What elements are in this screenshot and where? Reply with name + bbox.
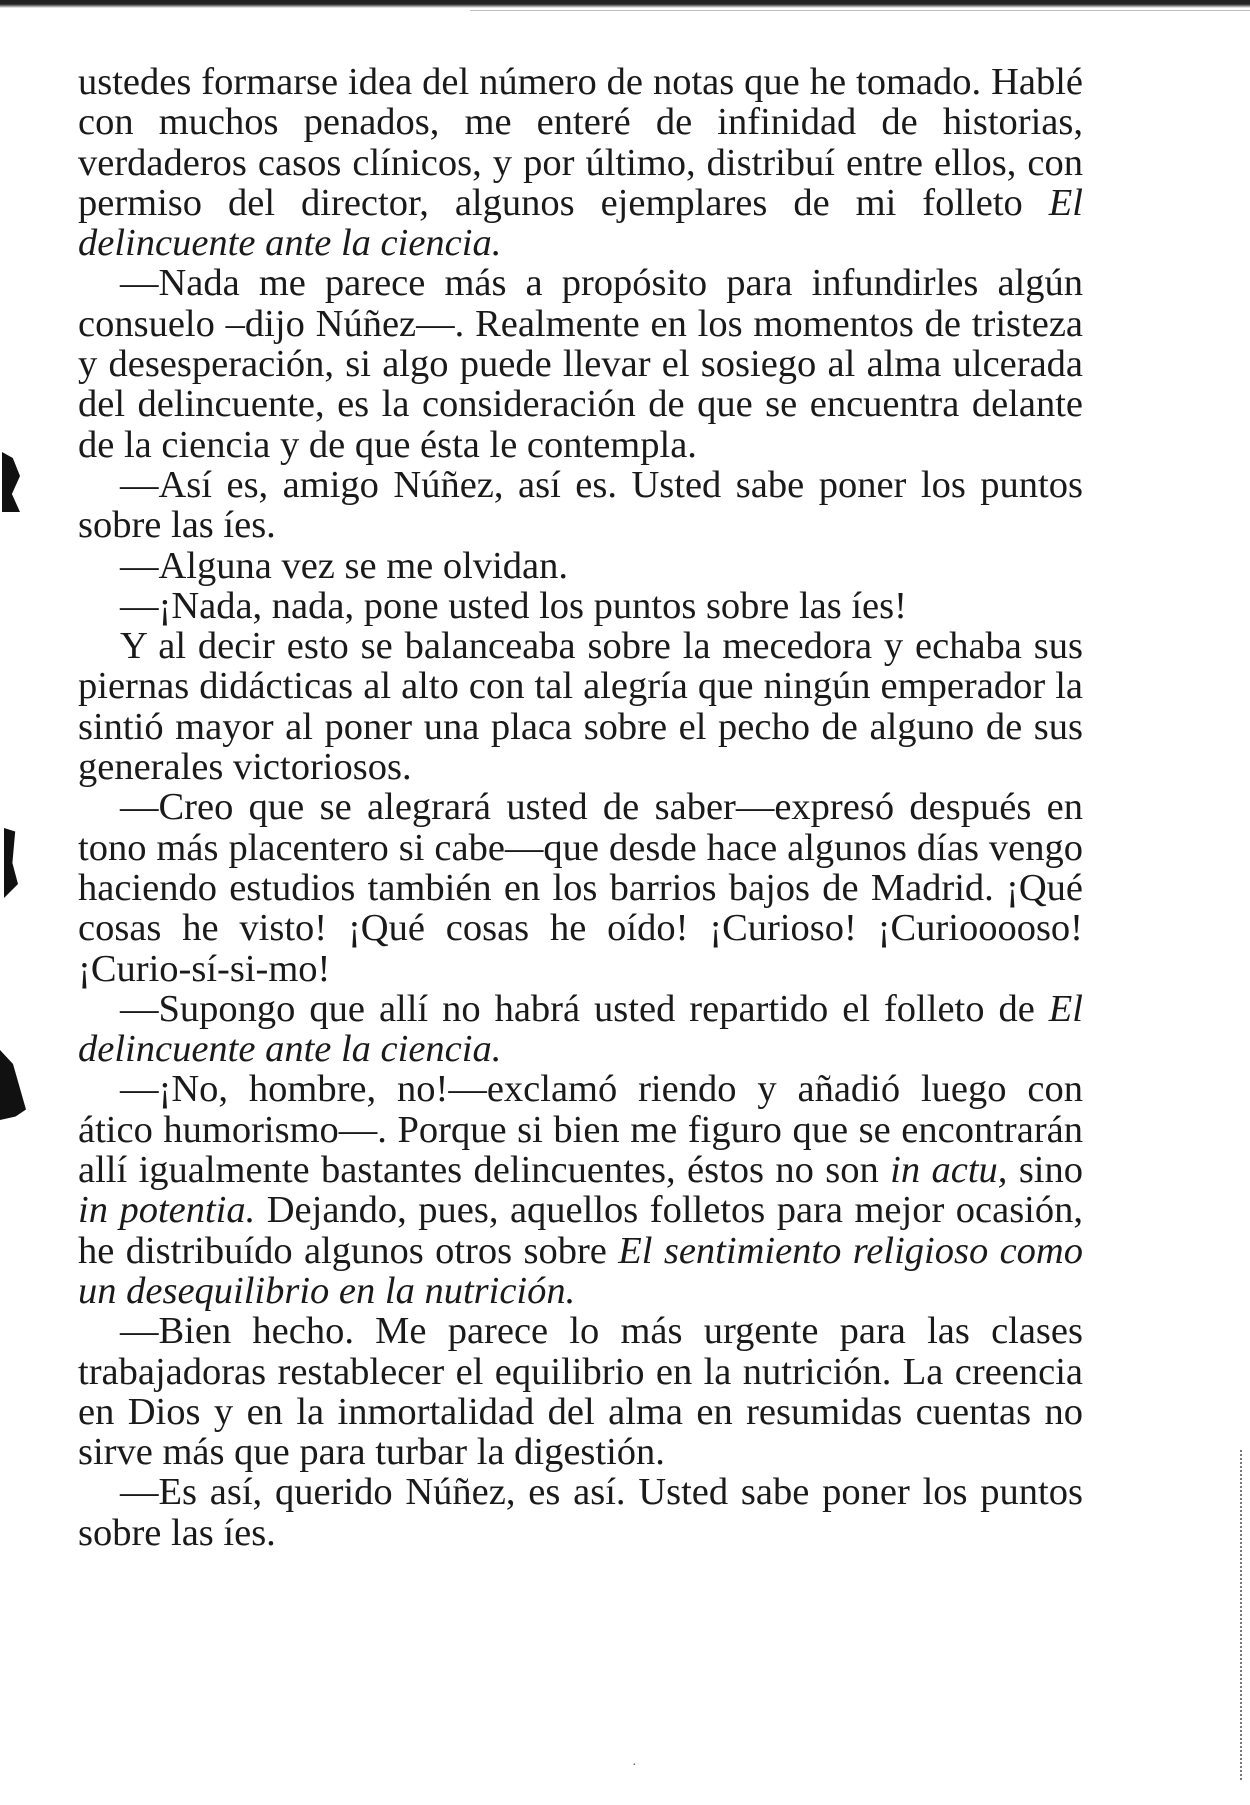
text-run: Y al decir esto se balanceaba sobre la mecedora y echaba sus piernas didácticas al alto con tal alegría que ningún emperador la sintió mayor al poner una placa sobre el pecho de alguno de sus generales victoriosos. xyxy=(78,625,1083,789)
text-run: —Creo que se alegrará usted de saber—expresó después en tono más placentero si cabe—que desde hace algunos días vengo haciendo estudios también en los barrios bajos de Madrid. ¡Qué cosas he visto! ¡Qué cosas he oído! ¡Curioso! ¡Curiooooso! ¡Curio-sí-si-mo! xyxy=(78,786,1083,990)
paragraph xyxy=(78,586,1083,626)
text-run: —Supongo que allí no habrá usted repartido el folleto de xyxy=(120,987,1049,1030)
paragraph xyxy=(78,1069,1083,1311)
text-run: Dejando, pues, aquellos folletos para mejor ocasión, he distribuído algunos otros sobre xyxy=(78,1189,1084,1272)
page-body xyxy=(78,62,1083,1553)
scan-top-line xyxy=(470,10,1250,11)
text-run: —Bien hecho. Me parece lo más urgente para las clases trabajadoras restablecer el equilibrio en la nutrición. La creencia en Dios y en la inmortalidad del alma en resumidas cuentas no sirve más que para turbar la digestión. xyxy=(78,1310,1083,1474)
scan-speck: · xyxy=(632,1758,637,1773)
paragraph xyxy=(78,546,1083,586)
text-run: —¡No, hombre, no!—exclamó riendo y añadió luego con ático humorismo—. Porque si bien me figuro que se encontrarán allí igualmente bastantes delincuentes, éstos no son xyxy=(78,1068,1083,1192)
text-run: —Nada me parece más a propósito para infundirles algún consuelo –dijo Núñez—. Realmente en los momentos de tristeza y desesperación, si algo puede llevar el sosiego al alma ulcerada del delincuente, es la consideración de que se encuentra delante de la ciencia y de que ésta le contempla. xyxy=(78,262,1083,466)
scan-right-edge xyxy=(1240,1450,1244,1780)
paragraph xyxy=(78,263,1083,464)
latin-term: in potentia. xyxy=(78,1189,256,1232)
paragraph xyxy=(78,62,1083,263)
paragraph xyxy=(78,989,1083,1070)
text-run: —Es así, querido Núñez, es así. Usted sabe poner los puntos sobre las íes. xyxy=(78,1471,1083,1554)
text-run: ustedes formarse idea del número de notas que he tomado. Hablé con muchos penados, me enteré de infinidad de historias, verdaderos casos clínicos, y por último, distribuí entre ellos, con permiso del director, algunos ejemplares de mi folleto xyxy=(78,61,1083,224)
book-title: El sentimiento religioso como un desequilibrio en la nutrición. xyxy=(78,1229,1083,1312)
scan-margin-mark xyxy=(4,828,18,898)
scan-top-edge xyxy=(0,0,1250,8)
text-run: —Así es, amigo Núñez, así es. Usted sabe poner los puntos sobre las íes. xyxy=(78,463,1083,547)
paragraph xyxy=(78,465,1083,546)
text-run: —Alguna vez se me olvidan. xyxy=(120,544,568,587)
book-title: El delincuente ante la ciencia. xyxy=(78,181,1083,265)
text-run: —¡Nada, nada, pone usted los puntos sobre las íes! xyxy=(120,584,907,627)
text-run: sino xyxy=(1007,1149,1083,1192)
latin-term: in actu, xyxy=(890,1149,1008,1192)
paragraph xyxy=(78,1472,1083,1553)
paragraph xyxy=(78,626,1083,787)
scan-margin-mark xyxy=(2,452,20,512)
paragraph xyxy=(78,1311,1083,1472)
scan-margin-mark xyxy=(0,1050,26,1120)
book-title: El delincuente ante la ciencia. xyxy=(78,987,1083,1071)
paragraph xyxy=(78,787,1083,988)
